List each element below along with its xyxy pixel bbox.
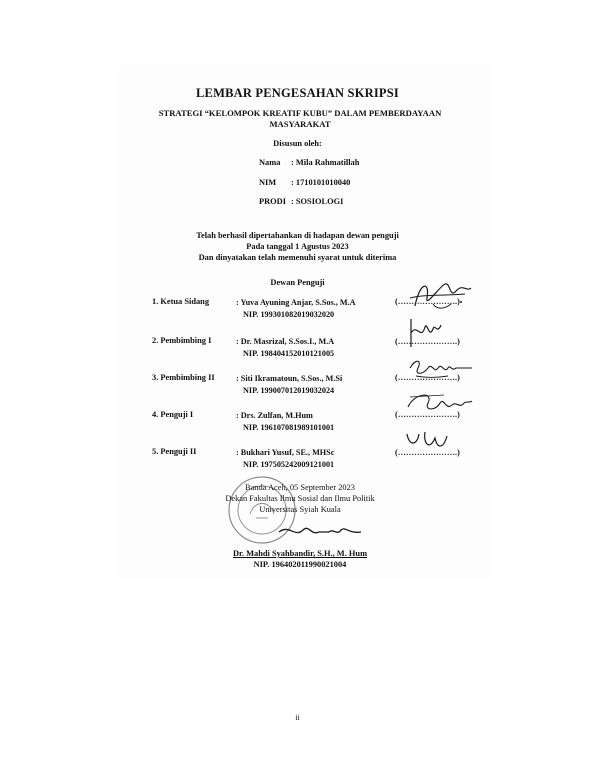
page-number: ii (295, 713, 300, 722)
defense-line-2: Pada tanggal 1 Agustus 2023 (246, 242, 349, 251)
examiner-role-5: 5. Penguji II (152, 447, 197, 456)
signature-penguji-1 (404, 389, 474, 417)
examiner-role-2: 2. Pembimbing I (152, 336, 212, 345)
approval-institution: Universitas Syiah Kuala (259, 505, 341, 514)
examiner-role-1: 1. Ketua Sidang (152, 297, 210, 306)
signature-dean (275, 518, 365, 544)
examiner-role-4: 4. Penguji I (152, 410, 194, 419)
approval-place-date: Banda Aceh, 05 September 2023 (244, 483, 355, 492)
signature-line-1: (………………….) (395, 297, 460, 306)
examiner-nip-5: NIP. 197505242009121001 (243, 460, 335, 469)
examiner-name-4: : Drs. Zulfan, M.Hum (236, 411, 313, 420)
identity-label-name: Nama (259, 158, 281, 167)
examiner-role-3: 3. Pembimbing II (152, 373, 215, 382)
signature-line-5: (………………….) (395, 448, 460, 457)
examiner-nip-3: NIP. 199007012019032024 (243, 386, 335, 395)
examiner-nip-1: NIP. 199301082019032020 (243, 310, 335, 319)
identity-label-nim: NIM (259, 178, 277, 187)
board-heading: Dewan Penguji (270, 278, 325, 287)
signature-pembimbing-1 (405, 315, 445, 349)
examiner-nip-4: NIP. 196107081989101001 (243, 423, 335, 432)
defense-line-3: Dan dinyatakan telah memenuhi syarat untuk diterima (198, 253, 397, 262)
identity-value-nim: : 1710101010040 (291, 178, 351, 187)
thesis-title: STRATEGI “KELOMPOK KREATIF KUBU” DALAM PEMBERDAYAAN MASYARAKAT (158, 108, 442, 129)
prepared-by: Disusun oleh: (273, 139, 322, 148)
examiner-name-1: : Yuva Ayuning Anjar, S.Sos., M.A (236, 298, 356, 307)
examiner-nip-2: NIP. 198404152010121005 (243, 349, 335, 358)
approval-position: Dekan Fakultas Ilmu Sosial dan Ilmu Politik (225, 494, 375, 503)
dean-nip: NIP. 196402011990021004 (253, 560, 347, 569)
document-title: LEMBAR PENGESAHAN SKRIPSI (196, 86, 399, 100)
examiner-name-5: : Bukhari Yusuf, SE., MHSc (236, 448, 335, 457)
signature-line-4: (………………….) (395, 410, 460, 419)
identity-label-prodi: PRODI (259, 197, 286, 206)
dean-name: Dr. Mahdi Syahbandir, S.H., M. Hum (232, 549, 368, 558)
examiner-name-2: : Dr. Masrizal, S.Sos.I., M.A (236, 337, 335, 346)
signature-penguji-2 (403, 424, 453, 458)
examiner-name-3: : Siti Ikramatoun, S.Sos., M.Si (236, 374, 343, 383)
identity-value-name: : Mila Rahmatillah (291, 158, 360, 167)
identity-value-prodi: : SOSIOLOGI (291, 197, 344, 206)
signature-ketua-sidang (405, 276, 475, 316)
defense-line-1: Telah berhasil dipertahankan di hadapan dewan penguji (196, 231, 399, 240)
signature-pembimbing-2 (406, 356, 474, 382)
signature-line-3: (………………….) (395, 373, 460, 382)
signature-line-2: (………………….) (395, 337, 460, 346)
